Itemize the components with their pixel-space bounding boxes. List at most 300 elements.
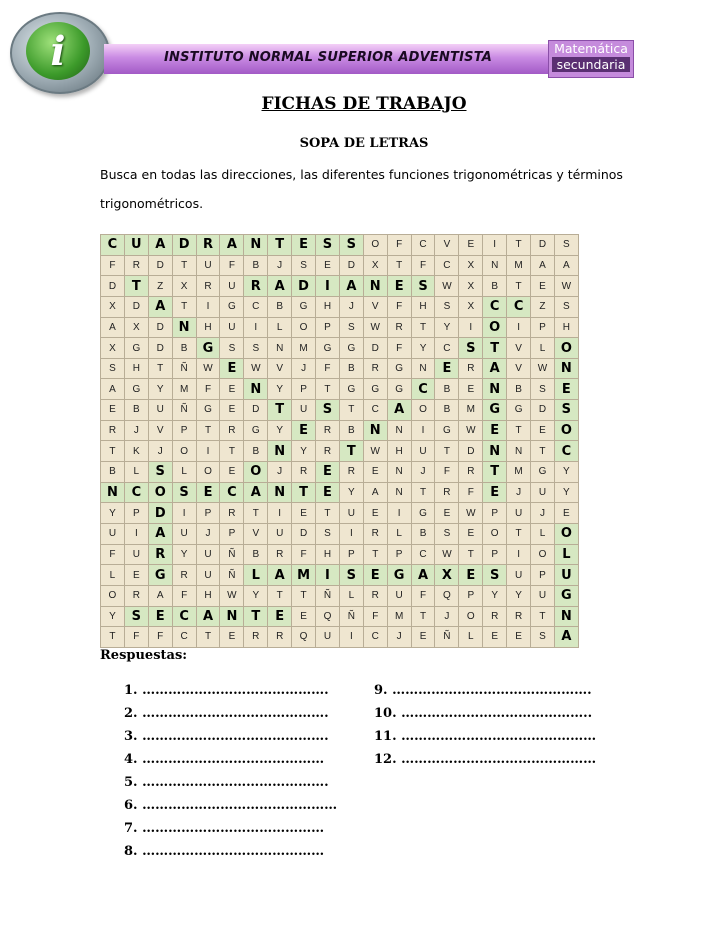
grid-cell: F (363, 606, 387, 627)
grid-row (101, 503, 579, 524)
grid-row (101, 565, 579, 586)
grid-cell: Y (101, 606, 125, 627)
grid-cell-highlighted: A (244, 482, 268, 503)
answer-line: 4. …………………………………… (124, 752, 325, 767)
grid-cell-highlighted: A (411, 565, 435, 586)
grid-cell: Ñ (339, 606, 363, 627)
grid-cell-highlighted: T (292, 482, 316, 503)
grid-cell-highlighted: N (363, 420, 387, 441)
grid-cell: U (507, 503, 531, 524)
grid-row (101, 585, 579, 606)
grid-cell: G (507, 400, 531, 421)
grid-cell: P (124, 503, 148, 524)
grid-cell: E (411, 627, 435, 648)
grid-cell: O (196, 462, 220, 483)
grid-cell: Y (268, 420, 292, 441)
grid-cell-highlighted: O (554, 338, 578, 359)
grid-cell: R (316, 420, 340, 441)
grid-cell-highlighted: S (554, 400, 578, 421)
grid-cell-highlighted: T (483, 462, 507, 483)
grid-cell-highlighted: E (292, 235, 316, 256)
grid-cell: R (459, 358, 483, 379)
grid-cell: V (268, 358, 292, 379)
grid-cell: W (459, 503, 483, 524)
grid-cell: U (101, 523, 125, 544)
grid-cell: C (363, 400, 387, 421)
grid-cell: E (220, 627, 244, 648)
grid-cell-highlighted: N (554, 358, 578, 379)
grid-cell: W (244, 358, 268, 379)
grid-cell: O (363, 235, 387, 256)
grid-cell: E (531, 420, 555, 441)
grid-cell: G (339, 379, 363, 400)
grid-cell: I (507, 544, 531, 565)
logo-letter: i (50, 27, 66, 75)
grid-cell: D (292, 523, 316, 544)
grid-cell: R (124, 255, 148, 276)
grid-cell: E (531, 276, 555, 297)
grid-cell: D (101, 276, 125, 297)
grid-cell: T (101, 627, 125, 648)
grid-cell: T (387, 255, 411, 276)
grid-cell: U (387, 585, 411, 606)
grid-cell: O (172, 441, 196, 462)
answers-label: Respuestas: (100, 648, 188, 663)
grid-cell: I (507, 317, 531, 338)
answer-line: 3. ……………………………………. (124, 729, 329, 744)
grid-cell: W (531, 358, 555, 379)
grid-cell: G (387, 379, 411, 400)
grid-cell: R (220, 420, 244, 441)
grid-cell: T (220, 441, 244, 462)
grid-cell: T (459, 544, 483, 565)
grid-cell: B (483, 276, 507, 297)
grid-cell: U (507, 565, 531, 586)
grid-cell: B (124, 400, 148, 421)
grid-cell: F (411, 255, 435, 276)
grid-cell-highlighted: E (148, 606, 172, 627)
grid-cell: D (339, 255, 363, 276)
grid-cell: Y (292, 441, 316, 462)
grid-cell: N (507, 441, 531, 462)
grid-cell: Y (101, 503, 125, 524)
grid-cell: T (411, 606, 435, 627)
grid-cell: W (459, 420, 483, 441)
grid-cell: L (387, 523, 411, 544)
grid-row (101, 317, 579, 338)
grid-cell-highlighted: A (387, 400, 411, 421)
grid-cell: L (339, 585, 363, 606)
grid-cell: U (220, 317, 244, 338)
grid-cell-highlighted: E (435, 358, 459, 379)
grid-cell: S (220, 338, 244, 359)
grid-cell: X (459, 296, 483, 317)
grid-cell: A (148, 585, 172, 606)
grid-cell: T (196, 627, 220, 648)
grid-cell: Y (244, 585, 268, 606)
grid-cell-highlighted: C (507, 296, 531, 317)
grid-row (101, 441, 579, 462)
grid-cell: Ñ (220, 544, 244, 565)
grid-cell: O (459, 606, 483, 627)
grid-cell: L (531, 523, 555, 544)
grid-cell: S (435, 296, 459, 317)
grid-cell: T (531, 606, 555, 627)
grid-cell: G (387, 358, 411, 379)
grid-cell: J (268, 255, 292, 276)
grid-cell: E (220, 462, 244, 483)
grid-cell-highlighted: I (316, 276, 340, 297)
grid-cell-highlighted: E (196, 482, 220, 503)
grid-cell: U (196, 565, 220, 586)
grid-row (101, 627, 579, 648)
grid-cell: X (459, 255, 483, 276)
grid-cell: R (101, 420, 125, 441)
grid-cell: U (531, 585, 555, 606)
grid-cell-highlighted: L (554, 544, 578, 565)
grid-cell: U (316, 627, 340, 648)
grid-cell: F (387, 296, 411, 317)
grid-cell-highlighted: E (387, 276, 411, 297)
grid-cell: R (220, 503, 244, 524)
grid-cell-highlighted: A (148, 296, 172, 317)
grid-cell: G (363, 379, 387, 400)
grid-cell: S (531, 379, 555, 400)
grid-cell: C (411, 544, 435, 565)
grid-cell-highlighted: E (220, 358, 244, 379)
grid-cell: T (244, 503, 268, 524)
grid-cell: H (554, 317, 578, 338)
grid-cell: L (172, 462, 196, 483)
grid-cell-highlighted: U (554, 565, 578, 586)
grid-cell: S (554, 296, 578, 317)
institution-logo (10, 12, 110, 94)
grid-cell: X (172, 276, 196, 297)
grid-cell: I (196, 441, 220, 462)
grid-cell: V (363, 296, 387, 317)
grid-cell: I (196, 296, 220, 317)
grid-cell: W (363, 317, 387, 338)
grid-cell: G (411, 503, 435, 524)
grid-cell: W (435, 276, 459, 297)
grid-cell: Y (268, 379, 292, 400)
grid-cell: U (172, 523, 196, 544)
grid-cell: I (411, 420, 435, 441)
answer-line: 7. …………………………………… (124, 821, 325, 836)
grid-cell: R (316, 441, 340, 462)
grid-cell: D (148, 317, 172, 338)
grid-cell: Q (292, 627, 316, 648)
grid-cell: T (507, 235, 531, 256)
grid-cell-highlighted: A (196, 606, 220, 627)
grid-cell: O (483, 523, 507, 544)
grid-cell: K (124, 441, 148, 462)
grid-cell: R (292, 462, 316, 483)
grid-cell: G (220, 296, 244, 317)
grid-cell-highlighted: D (292, 276, 316, 297)
grid-cell: H (124, 358, 148, 379)
grid-cell: W (435, 544, 459, 565)
grid-cell: L (459, 627, 483, 648)
grid-cell: D (531, 235, 555, 256)
grid-cell-highlighted: C (411, 379, 435, 400)
grid-cell-highlighted: E (316, 482, 340, 503)
grid-cell: H (316, 296, 340, 317)
grid-cell-highlighted: S (124, 606, 148, 627)
grid-cell: E (363, 462, 387, 483)
grid-cell: Y (339, 482, 363, 503)
grid-cell: T (101, 441, 125, 462)
grid-cell: R (363, 523, 387, 544)
grid-cell: F (196, 379, 220, 400)
grid-cell: N (483, 255, 507, 276)
subject-badge (548, 40, 634, 78)
grid-cell: J (196, 523, 220, 544)
grid-cell: U (268, 523, 292, 544)
grid-cell: R (244, 627, 268, 648)
grid-cell: R (459, 462, 483, 483)
grid-cell: S (316, 523, 340, 544)
grid-cell: R (363, 358, 387, 379)
grid-cell: U (220, 276, 244, 297)
grid-cell: B (435, 379, 459, 400)
grid-cell: C (363, 627, 387, 648)
grid-cell: B (339, 420, 363, 441)
grid-cell: U (411, 441, 435, 462)
page-title: FICHAS DE TRABAJO (261, 94, 467, 114)
grid-cell: T (172, 296, 196, 317)
grid-cell: G (196, 400, 220, 421)
grid-cell: S (531, 627, 555, 648)
grid-cell: Z (531, 296, 555, 317)
grid-row (101, 296, 579, 317)
grid-cell: F (220, 255, 244, 276)
grid-cell-highlighted: A (483, 358, 507, 379)
grid-cell-highlighted: G (196, 338, 220, 359)
grid-cell: S (554, 235, 578, 256)
grid-cell: T (435, 441, 459, 462)
grid-cell: R (387, 317, 411, 338)
grid-cell: Y (507, 585, 531, 606)
grid-cell-highlighted: C (554, 441, 578, 462)
answer-line: 6. ……………………………………… (124, 798, 338, 813)
grid-cell-highlighted: O (244, 462, 268, 483)
grid-cell: W (554, 276, 578, 297)
grid-cell: W (220, 585, 244, 606)
word-search-grid (100, 234, 579, 648)
grid-cell: T (316, 379, 340, 400)
grid-cell: J (507, 482, 531, 503)
grid-cell: T (411, 317, 435, 338)
grid-cell: R (268, 544, 292, 565)
grid-cell: F (124, 627, 148, 648)
grid-cell: M (507, 462, 531, 483)
grid-cell: D (244, 400, 268, 421)
grid-cell: G (244, 420, 268, 441)
grid-cell: E (483, 627, 507, 648)
grid-row (101, 276, 579, 297)
grid-cell-highlighted: O (148, 482, 172, 503)
grid-cell: X (459, 276, 483, 297)
grid-cell-highlighted: N (554, 606, 578, 627)
grid-cell: U (148, 400, 172, 421)
grid-cell: O (531, 544, 555, 565)
grid-cell-highlighted: X (435, 565, 459, 586)
grid-cell-highlighted: S (483, 565, 507, 586)
grid-cell: E (292, 606, 316, 627)
grid-cell-highlighted: O (554, 420, 578, 441)
grid-cell: T (507, 420, 531, 441)
grid-cell-highlighted: S (316, 400, 340, 421)
grid-cell: P (531, 565, 555, 586)
answer-line: 11. ……………………………………… (374, 729, 597, 744)
grid-cell-highlighted: C (172, 606, 196, 627)
grid-row (101, 482, 579, 503)
grid-cell: L (101, 565, 125, 586)
grid-cell: J (339, 296, 363, 317)
answer-line: 5. ……………………………………. (124, 775, 329, 790)
grid-cell: S (101, 358, 125, 379)
grid-cell: D (531, 400, 555, 421)
grid-cell-highlighted: S (411, 276, 435, 297)
grid-cell: Z (148, 276, 172, 297)
grid-cell: Q (316, 606, 340, 627)
grid-cell: I (339, 523, 363, 544)
grid-cell: H (196, 317, 220, 338)
grid-cell: Y (172, 544, 196, 565)
info-icon (26, 22, 90, 80)
grid-cell: F (292, 544, 316, 565)
grid-cell: N (387, 462, 411, 483)
grid-cell: T (172, 255, 196, 276)
grid-cell-highlighted: A (554, 627, 578, 648)
grid-cell: W (363, 441, 387, 462)
grid-cell-highlighted: E (459, 565, 483, 586)
grid-cell: B (339, 358, 363, 379)
grid-cell-highlighted: O (554, 523, 578, 544)
grid-cell: I (483, 235, 507, 256)
answer-line: 12. ……………………………………… (374, 752, 597, 767)
grid-cell-highlighted: N (268, 441, 292, 462)
grid-cell: B (244, 441, 268, 462)
grid-cell-highlighted: A (268, 565, 292, 586)
grid-cell: U (196, 544, 220, 565)
grid-cell: J (268, 462, 292, 483)
grid-cell: L (531, 338, 555, 359)
grid-cell-highlighted: R (196, 235, 220, 256)
grid-cell: R (124, 585, 148, 606)
grid-cell: P (483, 544, 507, 565)
grid-cell: T (148, 358, 172, 379)
grid-cell: V (507, 358, 531, 379)
grid-cell: U (196, 255, 220, 276)
grid-cell-highlighted: S (172, 482, 196, 503)
answer-line: 2. ……………………………………. (124, 706, 329, 721)
grid-cell: P (172, 420, 196, 441)
grid-cell-highlighted: S (148, 462, 172, 483)
grid-cell: J (292, 358, 316, 379)
grid-cell-highlighted: U (124, 235, 148, 256)
grid-cell: I (387, 503, 411, 524)
grid-cell: D (124, 296, 148, 317)
grid-cell: B (411, 523, 435, 544)
grid-cell: T (531, 441, 555, 462)
grid-cell: A (531, 255, 555, 276)
grid-cell-highlighted: N (220, 606, 244, 627)
grid-cell-highlighted: R (244, 276, 268, 297)
grid-cell: H (387, 441, 411, 462)
grid-cell: N (411, 358, 435, 379)
grid-cell: C (435, 338, 459, 359)
grid-cell: M (172, 379, 196, 400)
grid-cell: E (316, 255, 340, 276)
grid-cell: S (339, 317, 363, 338)
grid-cell: V (244, 523, 268, 544)
grid-cell: M (387, 606, 411, 627)
grid-cell: Y (554, 462, 578, 483)
grid-cell-highlighted: D (148, 503, 172, 524)
grid-cell: F (316, 358, 340, 379)
grid-row (101, 255, 579, 276)
grid-cell: T (316, 503, 340, 524)
grid-cell: C (435, 255, 459, 276)
grid-cell: A (101, 317, 125, 338)
instructions-text: Busca en todas las direcciones, las diferentes funciones trigonométricas y términos trigonométricos. (100, 167, 623, 211)
grid-cell: P (316, 317, 340, 338)
grid-cell: J (435, 606, 459, 627)
grid-cell: M (292, 338, 316, 359)
grid-cell: F (387, 338, 411, 359)
grid-cell: Ñ (172, 400, 196, 421)
grid-row (101, 606, 579, 627)
grid-cell-highlighted: G (387, 565, 411, 586)
grid-cell: Ñ (435, 627, 459, 648)
grid-cell: D (148, 338, 172, 359)
grid-cell: T (196, 420, 220, 441)
grid-row (101, 358, 579, 379)
grid-cell-highlighted: N (363, 276, 387, 297)
grid-cell: F (411, 585, 435, 606)
grid-cell-highlighted: N (244, 235, 268, 256)
grid-cell: B (172, 338, 196, 359)
grid-cell: I (124, 523, 148, 544)
grid-cell: I (459, 317, 483, 338)
grid-cell: P (459, 585, 483, 606)
grid-cell: Ñ (220, 565, 244, 586)
grid-cell: F (459, 482, 483, 503)
grid-cell: G (124, 338, 148, 359)
grid-cell-highlighted: E (483, 420, 507, 441)
grid-cell-highlighted: I (316, 565, 340, 586)
page-subtitle: SOPA DE LETRAS (299, 136, 429, 151)
grid-cell: B (244, 255, 268, 276)
grid-cell: P (387, 544, 411, 565)
grid-cell: B (268, 296, 292, 317)
grid-cell-highlighted: N (268, 482, 292, 503)
grid-cell-highlighted: C (220, 482, 244, 503)
grid-cell: T (292, 585, 316, 606)
grid-cell: X (124, 317, 148, 338)
grid-cell: H (196, 585, 220, 606)
grid-cell: U (292, 400, 316, 421)
grid-cell-highlighted: S (339, 235, 363, 256)
grid-cell: E (220, 379, 244, 400)
grid-cell-highlighted: N (483, 379, 507, 400)
grid-cell-highlighted: G (483, 400, 507, 421)
grid-cell: P (220, 523, 244, 544)
answer-line: 10. …………………………………….. (374, 706, 593, 721)
grid-cell: R (507, 606, 531, 627)
